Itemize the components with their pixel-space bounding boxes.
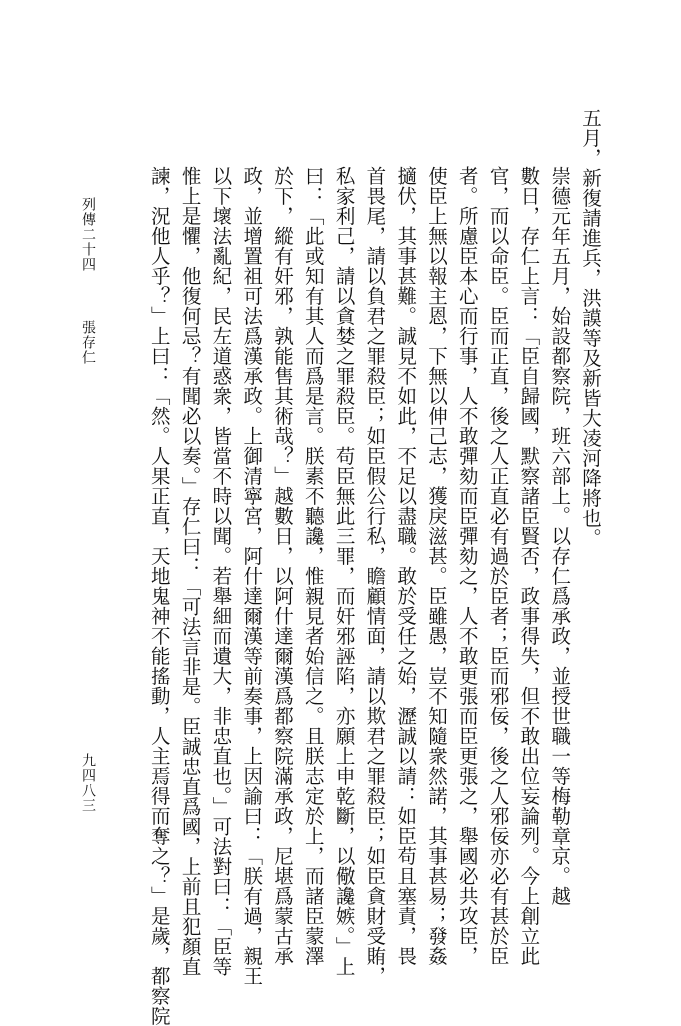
text-column: 政，並增置祖可法爲漢承政。上御清寧宮，阿什達爾漢等前奏事，上因諭曰：「朕有過，親王: [240, 166, 264, 986]
text-column: 以下壞法亂紀，民左道惑衆，皆當不時以聞。若舉細而遺大，非忠直也。」可法對曰：「臣等: [209, 166, 233, 977]
text-column: 崇德元年五月，始設都察院，班六部上。以存仁爲承政，並授世職一等梅勒章京。越: [548, 166, 572, 906]
text-column: 使臣上無以報主恩，下無以伸己志，獲戾滋甚。臣雖愚，豈不知隨衆然諾，其事甚易；發姦: [425, 166, 448, 966]
text-column: 數日，存仁上言：「臣自歸國，默察諸臣賢否，政事得失，但不敢出位妄論列。今上創立此: [517, 166, 541, 966]
text-column: 擿伏，其事甚難。誠見不如此，不足以盡職。敢於受任之始，瀝誠以請：如臣苟且塞責，畏: [394, 166, 418, 966]
text-column: 五月，新復請進兵，洪謨等及新皆大凌河降將也。: [579, 108, 602, 548]
text-column: 惟上是懼，他復何忌？有聞必以奏。」存仁曰：「可法言非是。臣誠忠直爲國，上前且犯顏直: [178, 166, 202, 977]
running-head-label: 列傳二十四: [80, 197, 96, 272]
page-number: 九四八三: [80, 753, 96, 813]
running-head-name: 張存仁: [80, 320, 96, 365]
text-column: 曰：「此或知有其人而爲是言。朕素不聽讒，惟親見者始信之。且朕志定於上，而諸臣蒙澤: [301, 166, 325, 966]
text-column: 者。所慮臣本心而行事，人不敢彈劾而臣彈劾之，人不敢更張而臣更張之，舉國必共攻臣，: [455, 166, 479, 966]
text-column: 諫，況他人乎？」上曰：「然。人果正直，天地鬼神不能搖動，人主焉得而奪之？」是歲，都察院: [147, 166, 171, 1026]
text-column: 於下，縱有奸邪，孰能售其術哉？」越數日，以阿什達爾漢爲都察院滿承政，尼堪爲蒙古承: [271, 166, 294, 966]
text-column: 官，而以命臣。臣而正直，後之人正直必有過於臣者；臣而邪佞，後之人邪佞亦必有甚於臣: [486, 166, 510, 966]
text-column: 私家利己，請以貪婪之罪殺臣。苟臣無此三罪，而奸邪誣陷，亦願上申乾斷，以儆讒嫉。」上: [332, 166, 356, 977]
text-column: 首畏尾，請以負君之罪殺臣；如臣假公行私，瞻顧情面，請以欺君之罪殺臣；如臣貪財受賄，: [363, 166, 387, 986]
